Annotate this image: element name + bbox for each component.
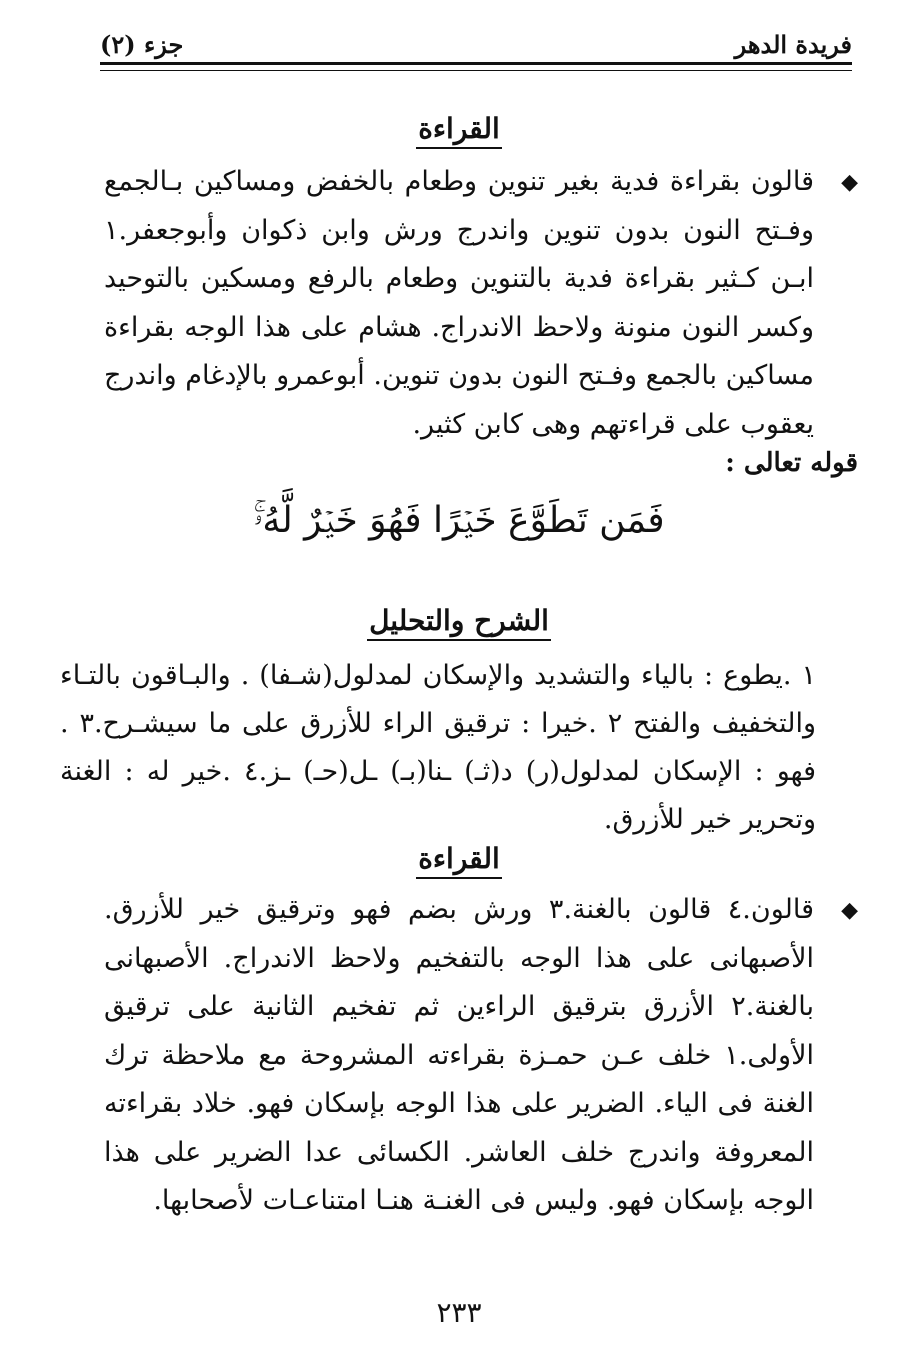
- header-rule: [100, 62, 852, 65]
- section-heading-qiraah-1: القراءة: [0, 112, 918, 145]
- qiraah-paragraph-2: قالون.٤ قالون بالغنة.٣ ورش بضم فهو وترقيق خير للأزرق. الأصبهانى على هذا الوجه بالتفخيم ولاحظ الاندراج. الأصبهانى بالغنة.٢ الأزرق بترقيق الراءين ثم تفخيم الثانية على ترقيق الأولى.١ خلف عـن حمـزة بقراءته المشروحة مع ملاحظة ترك الغنة فى الياء. الضرير على هذا الوجه بإسكان فهو. خلاد بقراءته المعروفة واندرج خلف العاشر. الكسائى عدا الضرير على هذا الوجه بإسكان فهو. وليس فى الغنـة هنـا امتناعـات لأصحابها.: [104, 894, 814, 1216]
- qiraah-paragraph-1: قالون بقراءة فدية بغير تنوين وطعام بالخفض ومساكين بـالجمع وفـتح النون بدون تنوين واندرج ورش وابن ذكوان وأبوجعفر.١ ابـن كـثير بقراءة فدية بالتنوين وطعام بالرفع ومسكين بالتوحيد وكسر النون منونة ولاحظ الاندراج. هشام على هذا الوجه بقراءة مساكين بالجمع وفـتح النون بدون تنوين. أبوعمرو بالإدغام واندرج يعقوب على قراءتهم وهى كابن كثير.: [104, 166, 814, 440]
- header-rule-thin: [100, 70, 852, 71]
- quran-verse: فَمَن تَطَوَّعَ خَيۡرًا فَهُوَ خَيۡرٌ لَّهُۥۚ: [253, 500, 665, 541]
- bullet-icon: ◆: [841, 170, 858, 195]
- running-header: [100, 22, 852, 62]
- explanation-paragraph: ١ .يطوع : بالياء والتشديد والإسكان لمدلول(شـفا) . والبـاقون بالتـاء والتخفيف والفتح ٢ .خيرا : ترقيق الراء للأزرق على ما سيشـرح.٣ . فهو : الإسكان لمدلول(ر) د(ثـ) ـنا(بـ) ـل(حـ) ـز.٤ .خير له : الغنة وتحرير خير للأزرق.: [60, 660, 817, 835]
- bullet-icon: ◆: [841, 898, 858, 923]
- section-heading-sharh: الشرح والتحليل: [0, 604, 918, 637]
- page-number: ٢٣٣: [436, 1296, 482, 1329]
- part-number: جزء (٢): [100, 30, 184, 59]
- section-heading-qiraah-2: القراءة: [0, 842, 918, 875]
- qawl-label: قوله تعالى :: [725, 448, 858, 478]
- book-title: فريدة الدهر: [734, 30, 852, 59]
